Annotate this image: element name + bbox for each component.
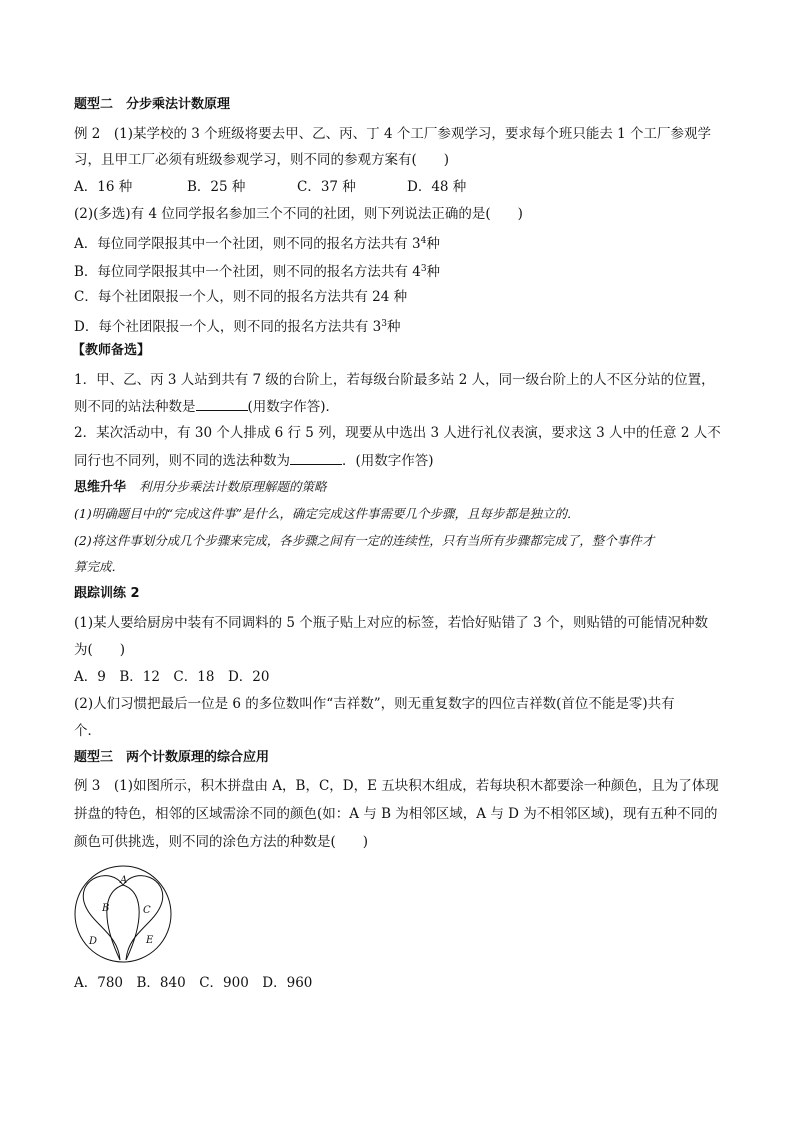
region-label-d: D — [89, 936, 98, 947]
option-c: C．37 种 — [297, 179, 356, 195]
example-3-options: A．780 B．840 C．900 D．960 — [74, 975, 313, 991]
training-q1-line1: (1)某人要给厨房中装有不同调料的 5 个瓶子贴上对应的标签，若恰好贴错了 3 个，则贴错的可能情况种数 — [74, 615, 708, 631]
section-2-title: 题型二 分步乘法计数原理 — [74, 97, 231, 112]
training-q1-line2: 为( ) — [74, 642, 126, 658]
example-2-q2-option-a: A．每位同学限报其中一个社团，则不同的报名方法共有 $3^4$种 — [74, 236, 440, 252]
example-2-q1-options — [74, 178, 466, 196]
strategy-line2: (2)将这件事划分成几个步骤来完成，各步骤之间有一定的连续性，只有当所有步骤都完成了，整个事件才 — [74, 533, 655, 548]
strategy-heading: 思维升华 利用分步乘法计数原理解题的策略 — [74, 479, 327, 495]
teacher-selection-label: 【教师备选】 — [72, 343, 151, 358]
strategy-line3: 算完成． — [74, 559, 125, 574]
example-2-q2-option-b: B．每位同学限报其中一个社团，则不同的报名方法共有 $4^3$种 — [74, 264, 441, 280]
block-puzzle-figure — [72, 860, 176, 968]
example-3-line1: 例 3 (1)如图所示，积木拼盘由 A，B，C，D，E 五块积木组成，若每块积木都要涂一种颜色，且为了体现 — [74, 778, 719, 794]
strategy-line1: (1)明确题目中的“完成这件事”是什么，确定完成这件事需要几个步骤，且每步都是独立的． — [74, 506, 580, 521]
example-3-line2: 拼盘的特色，相邻的区域需涂不同的颜色(如：A 与 B 为相邻区域，A 与 D 为不相邻区域)，现有五种不同的 — [74, 806, 718, 822]
teacher-problem-1-line2: 则不同的站法种数是 (用数字作答)． — [74, 399, 340, 415]
teacher-problem-2-line2: 同行也不同列，则不同的选法种数为 ．(用数字作答) — [74, 453, 434, 469]
option-a: A．16 种 — [74, 179, 133, 195]
region-label-e: E — [146, 935, 154, 946]
example-3-line3: 颜色可供挑选，则不同的涂色方法的种数是( ) — [74, 834, 369, 850]
teacher-problem-1-line1: 1．甲、乙、丙 3 人站到共有 7 级的台阶上，若每级台阶最多站 2 人，同一级台阶上的人不区分站的位置， — [74, 372, 715, 388]
region-label-a: A — [120, 875, 128, 886]
training-q2-line1: (2)人们习惯把最后一位是 6 的多位数叫作“吉祥数”，则无重复数字的四位吉祥数(首位不能是零)共有 — [74, 696, 675, 712]
option-d: D．48 种 — [407, 179, 467, 195]
example-2-q2-option-c: C．每个社团限报一个人，则不同的报名方法共有 24 种 — [74, 289, 408, 305]
training-2-title: 跟踪训练 2 — [74, 586, 140, 601]
training-q2-line2: 个． — [74, 723, 101, 739]
example-2-q2-option-d: D．每个社团限报一个人，则不同的报名方法共有 $3^3$种 — [74, 319, 401, 335]
region-label-c: C — [143, 905, 151, 916]
teacher-problem-2-line1: 2．某次活动中，有 30 个人排成 6 行 5 列，现要从中选出 3 人进行礼仪表演，要求这 3 人中的任意 2 人不 — [74, 425, 721, 441]
example-2-q2-stem: (2)(多选)有 4 位同学报名参加三个不同的社团，则下列说法正确的是( ) — [74, 206, 523, 222]
section-3-title: 题型三 两个计数原理的综合应用 — [74, 750, 270, 765]
region-label-b: B — [102, 903, 110, 914]
example-2-q1-line2: 习，且甲工厂必须有班级参观学习，则不同的参观方案有( ) — [74, 152, 450, 168]
option-b: B．25 种 — [187, 179, 246, 195]
training-q1-options: A．9 B．12 C．18 D．20 — [74, 669, 270, 685]
answer-blank — [290, 451, 342, 465]
answer-blank — [196, 397, 248, 411]
example-2-q1-line1: 例 2 (1)某学校的 3 个班级将要去甲、乙、丙、丁 4 个工厂参观学习，要求每个班只能去 1 个工厂参观学 — [74, 126, 712, 142]
